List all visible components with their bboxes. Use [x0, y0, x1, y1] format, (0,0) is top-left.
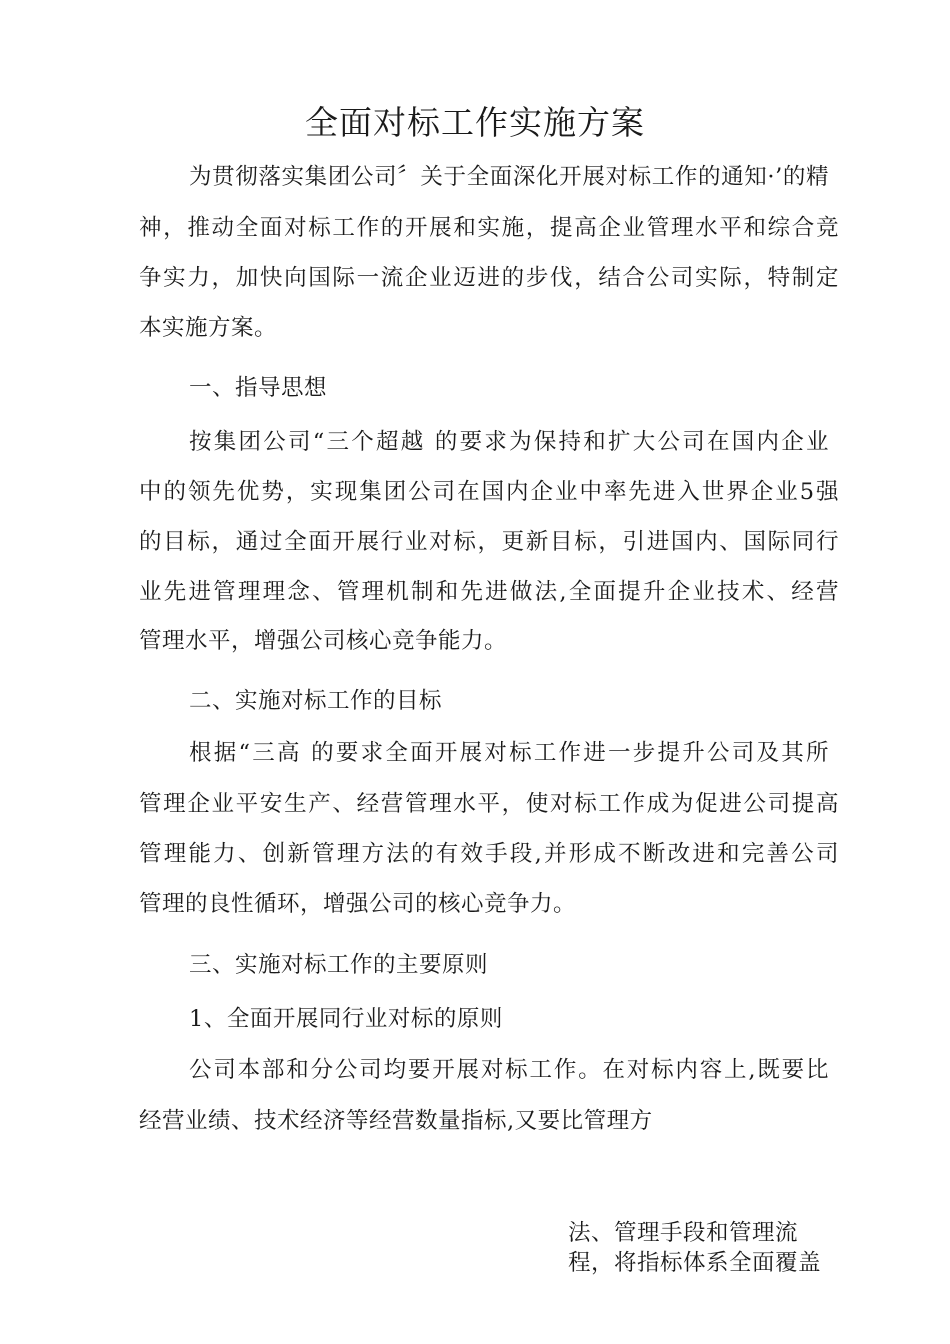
footer-fragment-line-1: 法、管理手段和管理流 — [568, 1220, 799, 1246]
section-1-line-4: 业先进管理理念、管理机制和先进做法,全面提升企业技术、经营 — [139, 579, 839, 605]
document-title: 全面对标工作实施方案 — [305, 103, 645, 142]
intro-line-3: 争实力，加快向国际一流企业迈进的步伐，结合公司实际，特制定 — [139, 265, 839, 291]
section-2-heading: 二、实施对标工作的目标 — [189, 688, 443, 714]
section-3-sub-1-line-1: 公司本部和分公司均要开展对标工作。在对标内容上,既要比 — [189, 1057, 829, 1083]
section-2-line-4: 管理的良性循环，增强公司的核心竞争力。 — [139, 891, 577, 917]
section-2-line-1: 根据“三高 的要求全面开展对标工作进一步提升公司及其所 — [189, 740, 829, 766]
intro-line-2: 神，推动全面对标工作的开展和实施，提高企业管理水平和综合竞 — [139, 215, 839, 241]
footer-fragment-line-2: 程，将指标体系全面覆盖 — [568, 1250, 822, 1276]
section-3-sub-1-line-2: 经营业绩、技术经济等经营数量指标,又要比管理方 — [139, 1108, 653, 1134]
section-1-line-2: 中的领先优势，实现集团公司在国内企业中率先进入世界企业5强 — [139, 479, 839, 505]
intro-line-1: 为贯彻落实集团公司〞关于全面深化开展对标工作的通知·’的精 — [189, 164, 829, 190]
section-1-line-5: 管理水平，增强公司核心竞争能力。 — [139, 628, 508, 654]
section-2-line-3: 管理能力、创新管理方法的有效手段,并形成不断改进和完善公司 — [139, 841, 839, 867]
section-2-line-2: 管理企业平安生产、经营管理水平，使对标工作成为促进公司提高 — [139, 791, 839, 817]
section-1-line-3: 的目标，通过全面开展行业对标，更新目标，引进国内、国际同行 — [139, 529, 839, 555]
section-3-sub-1-heading: 1、全面开展同行业对标的原则 — [189, 1006, 503, 1032]
section-1-heading: 一、指导思想 — [189, 375, 328, 401]
intro-line-4: 本实施方案。 — [139, 315, 278, 341]
section-1-line-1: 按集团公司“三个超越 的要求为保持和扩大公司在国内企业 — [189, 429, 829, 455]
section-3-heading: 三、实施对标工作的主要原则 — [189, 952, 489, 978]
